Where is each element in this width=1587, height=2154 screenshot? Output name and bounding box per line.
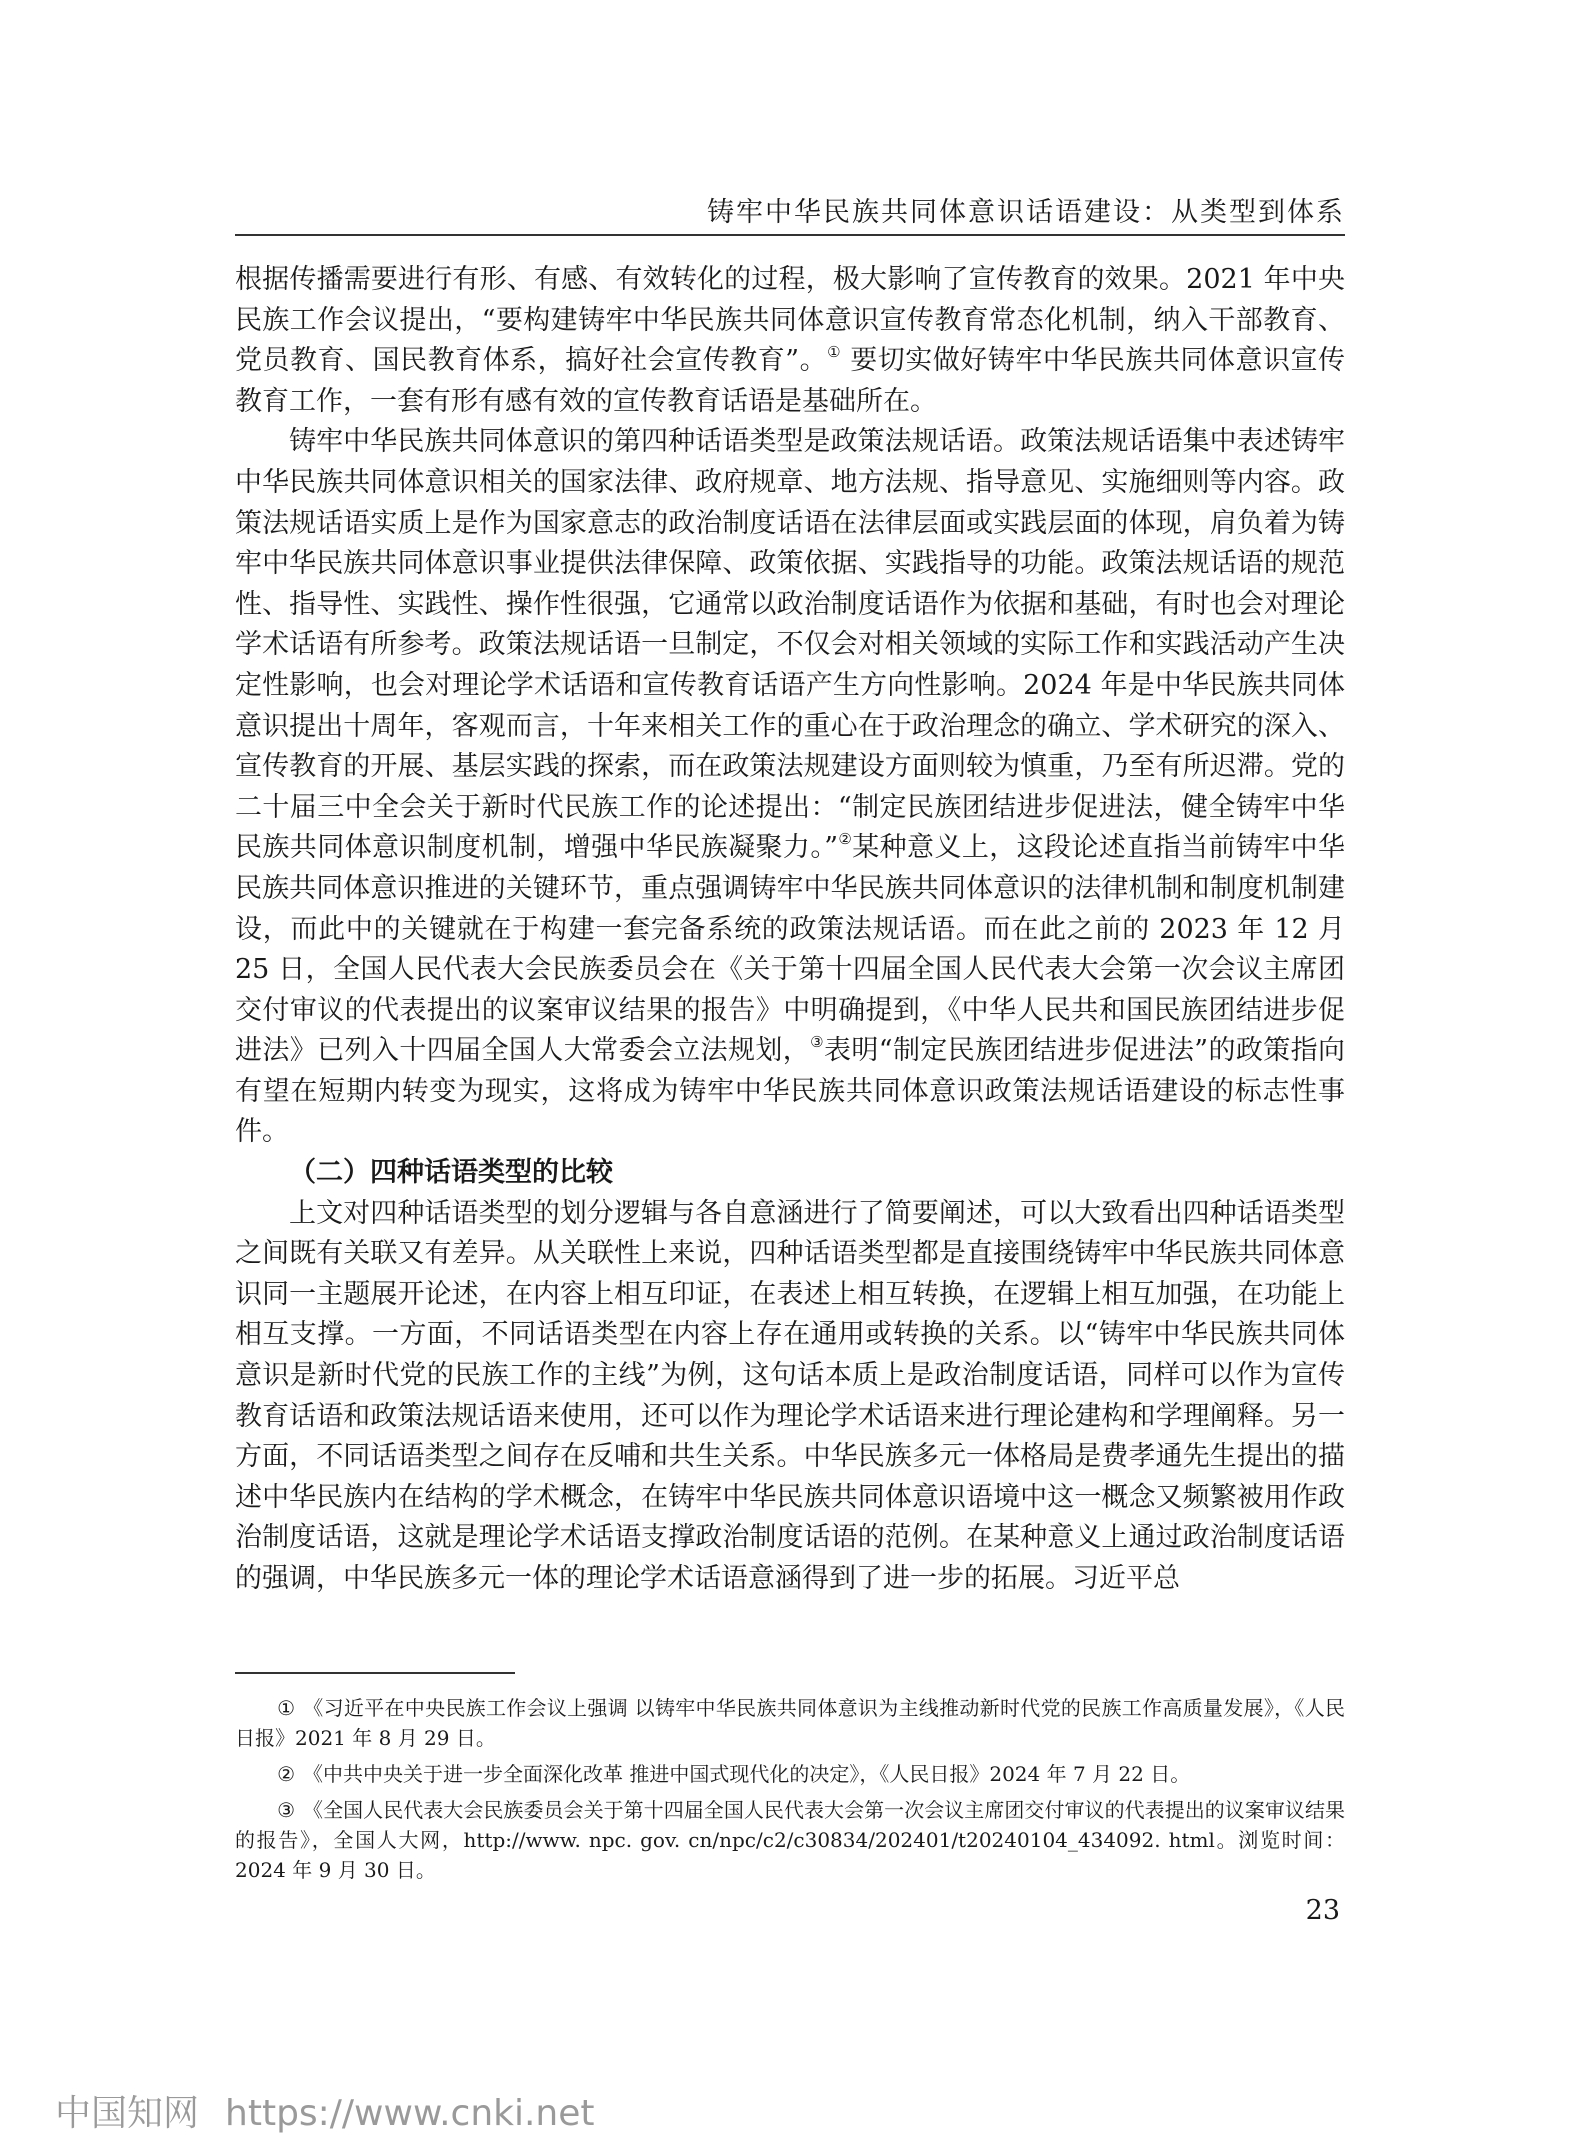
footnote-mark: ② — [277, 1762, 295, 1786]
paragraph-1 — [235, 260, 1345, 422]
running-header: 铸牢中华民族共同体意识话语建设：从类型到体系 — [707, 197, 1345, 228]
footnote-2 — [235, 1759, 1345, 1789]
paragraph-2-text-a: 铸牢中华民族共同体意识的第四种话语类型是政策法规话语。政策法规话语集中表述铸牢中华民族共同体意识相关的国家法律、政府规章、地方法规、指导意见、实施细则等内容。政策法规话语实质上是作为国家意志的政治制度话语在法律层面或实践层面的体现，肩负着为铸牢中华民族共同体意识事业提供法律保障、政策依据、实践指导的功能。政策法规话语的规范性、指导性、实践性、操作性很强，它通常以政治制度话语作为依据和基础，有时也会对理论学术话语有所参考。政策法规话语一旦制定，不仅会对相关领域的实际工作和实践活动产生决定性影响，也会对理论学术话语和宣传教育话语产生方向性影响。2024 年是中华民族共同体意识提出十周年，客观而言，十年来相关工作的重心在于政治理念的确立、学术研究的深入、宣传教育的开展、基层实践的探索，而在政策法规建设方面则较为慎重，乃至有所迟滞。党的二十届三中全会关于新时代民族工作的论述提出：“制定民族团结进步促进法，健全铸牢中华民族共同体意识制度机制，增强中华民族凝聚力。” — [235, 426, 1345, 864]
paragraph-2-text-c: 表明“制定民族团结进步促进法”的政策指向有望在短期内转变为现实，这将成为铸牢中华民族共同体意识政策法规话语建设的标志性事件。 — [235, 1035, 1346, 1148]
watermark-url[interactable]: https://www.cnki.net — [225, 2093, 595, 2134]
body-text — [235, 260, 1345, 1600]
footnote-ref-1[interactable]: ① — [827, 343, 842, 362]
paragraph-2 — [235, 422, 1345, 1153]
paragraph-3: 上文对四种话语类型的划分逻辑与各自意涵进行了简要阐述，可以大致看出四种话语类型之间既有关联又有差异。从关联性上来说，四种话语类型都是直接围绕铸牢中华民族共同体意识同一主题展开论述，在内容上相互印证，在表述上相互转换，在逻辑上相互加强，在功能上相互支撑。一方面，不同话语类型在内容上存在通用或转换的关系。以“铸牢中华民族共同体意识是新时代党的民族工作的主线”为例，这句话本质上是政治制度话语，同样可以作为宣传教育话语和政策法规话语来使用，还可以作为理论学术话语来进行理论建构和学理阐释。另一方面，不同话语类型之间存在反哺和共生关系。中华民族多元一体格局是费孝通先生提出的描述中华民族内在结构的学术概念，在铸牢中华民族共同体意识语境中这一概念又频繁被用作政治制度话语，这就是理论学术话语支撑政治制度话语的范例。在某种意义上通过政治制度话语的强调，中华民族多元一体的理论学术话语意涵得到了进一步的拓展。习近平总 — [235, 1197, 1345, 1594]
cnki-watermark — [55, 2085, 595, 2136]
watermark-brand: 中国知网 — [55, 2093, 200, 2134]
footnote-ref-3[interactable]: ③ — [810, 1033, 825, 1052]
footnote-text: 《全国人民代表大会民族委员会关于第十四届全国人民代表大会第一次会议主席团交付审议的代表提出的议案审议结果的报告》，全国人大网，http://www. npc. gov. cn/npc/c2/c30834/202401/t20240104_434092. html。浏览时间：2024 年 9 月 30 日。 — [235, 1798, 1345, 1882]
page-number: 23 — [1305, 1895, 1340, 1926]
footnote-rule — [235, 1672, 515, 1674]
footnote-mark: ① — [277, 1696, 295, 1720]
footnote-ref-2[interactable]: ② — [838, 830, 853, 849]
footnote-1 — [235, 1693, 1345, 1753]
footnote-text: 《中共中央关于进一步全面深化改革 推进中国式现代化的决定》，《人民日报》2024 年 7 月 22 日。 — [303, 1762, 1191, 1786]
footnote-mark: ③ — [277, 1798, 295, 1822]
footnote-3 — [235, 1795, 1345, 1885]
header-rule — [235, 234, 1345, 236]
footnote-text: 《习近平在中央民族工作会议上强调 以铸牢中华民族共同体意识为主线推动新时代党的民族工作高质量发展》，《人民日报》2021 年 8 月 29 日。 — [235, 1696, 1345, 1750]
paragraph-1-text-a: 根据传播需要进行有形、有感、有效转化的过程，极大影响了宣传教育的效果。2021 年中央民族工作会议提出，“要构建铸牢中华民族共同体意识宣传教育常态化机制，纳入干部教育、党员教育、国民教育体系，搞好社会宣传教育”。 — [235, 264, 1345, 377]
paragraph-1-text-b: 要切实做好铸牢中华民族共同体意识宣传教育工作，一套有形有感有效的宣传教育话语是基础所在。 — [235, 345, 1345, 417]
section-heading: （二）四种话语类型的比较 — [289, 1157, 613, 1189]
footnotes — [235, 1693, 1345, 1891]
paragraph-2-text-b: 某种意义上，这段论述直指当前铸牢中华民族共同体意识推进的关键环节，重点强调铸牢中华民族共同体意识的法律机制和制度机制建设，而此中的关键就在于构建一套完备系统的政策法规话语。而在此之前的 2023 年 12 月 25 日，全国人民代表大会民族委员会在《关于第十四届全国人民代表大会第一次会议主席团交付审议的代表提出的议案审议结果的报告》中明确提到，《中华人民共和国民族团结进步促进法》已列入十四届全国人大常委会立法规划， — [235, 832, 1345, 1067]
